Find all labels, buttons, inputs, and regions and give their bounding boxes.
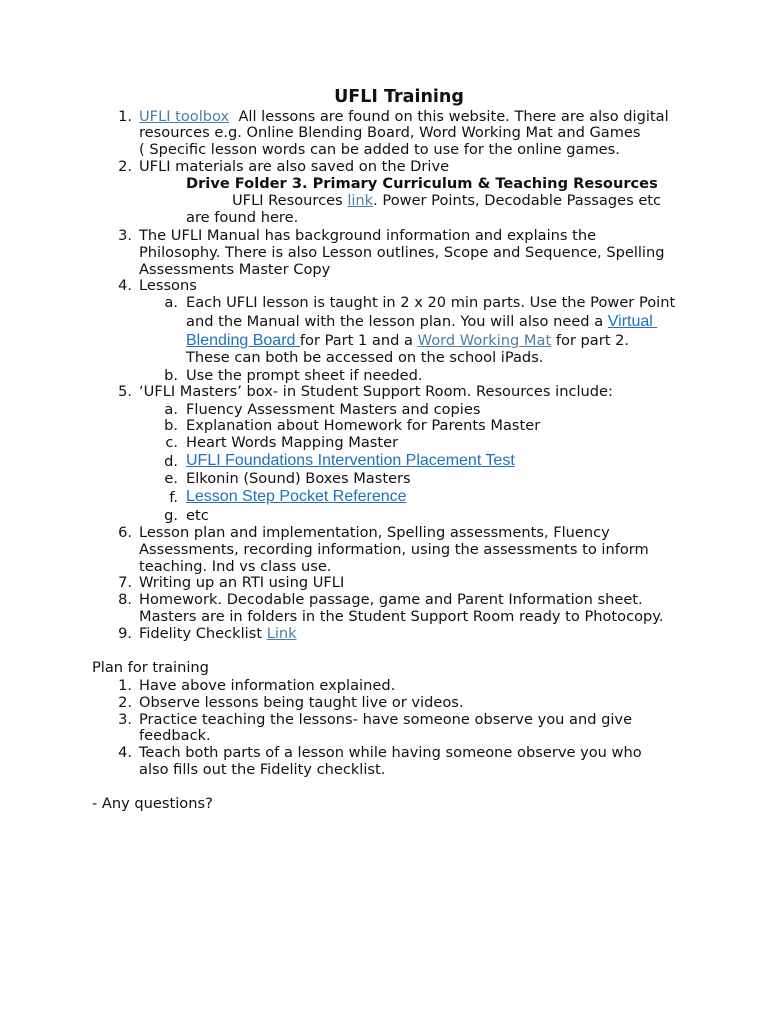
item-text: and the Manual with the lesson plan. You will also need a xyxy=(186,313,608,330)
sub-letter: g. xyxy=(164,507,178,524)
item-5g-text: etc xyxy=(186,507,209,524)
item-8-line-2: Masters are in folders in the Student Support Room ready to Photocopy. xyxy=(139,608,664,625)
item-3-line-1: The UFLI Manual has background information and explains the xyxy=(139,227,597,244)
item-number: 5. xyxy=(118,383,132,400)
item-number: 4. xyxy=(118,277,132,294)
sub-letter: e. xyxy=(164,470,178,487)
sub-letter: b. xyxy=(164,417,178,434)
sub-letter: a. xyxy=(164,294,178,311)
item-1-line-2: resources e.g. Online Blending Board, Word Working Mat and Games xyxy=(139,124,641,141)
fidelity-checklist-link[interactable]: Link xyxy=(266,625,297,642)
item-number: 6. xyxy=(118,524,132,541)
item-number: 2. xyxy=(118,158,132,175)
item-7-line-1: Writing up an RTI using UFLI xyxy=(139,574,345,591)
ufli-resources-link[interactable]: link xyxy=(347,192,374,209)
item-5c-text: Heart Words Mapping Master xyxy=(186,434,399,451)
drive-folder-label: Drive Folder 3. Primary Curriculum & Teaching Resources xyxy=(186,175,658,192)
sub-letter: c. xyxy=(165,434,178,451)
item-8-line-1: Homework. Decodable passage, game and Parent Information sheet. xyxy=(139,591,643,608)
plan-number: 2. xyxy=(118,694,132,711)
item-5a-text: Fluency Assessment Masters and copies xyxy=(186,401,481,418)
item-text: for Part 1 and a xyxy=(299,332,418,349)
item-5b-text: Explanation about Homework for Parents Master xyxy=(186,417,541,434)
item-4-line-1: Lessons xyxy=(139,277,197,294)
item-number: 9. xyxy=(118,625,132,642)
item-5e-text: Elkonin (Sound) Boxes Masters xyxy=(186,470,411,487)
item-number: 1. xyxy=(118,108,132,125)
word-working-mat-link[interactable]: Word Working Mat xyxy=(417,332,552,349)
plan-2-line-1: Observe lessons being taught live or videos. xyxy=(139,694,464,711)
item-2-resources-line xyxy=(232,192,661,209)
item-3-line-2: Philosophy. There is also Lesson outlines, Scope and Sequence, Spelling xyxy=(139,244,665,261)
plan-heading: Plan for training xyxy=(92,659,209,676)
item-6-line-2: Assessments, recording information, using the assessments to inform xyxy=(139,541,649,558)
item-1-line-1 xyxy=(139,108,669,125)
item-number: 8. xyxy=(118,591,132,608)
plan-number: 3. xyxy=(118,711,132,728)
placement-test-link[interactable]: UFLI Foundations Intervention Placement Test xyxy=(186,452,515,469)
item-text: . Power Points, Decodable Passages etc xyxy=(373,192,662,209)
sub-letter: f. xyxy=(169,489,178,506)
item-2-line-1: UFLI materials are also saved on the Drive xyxy=(139,158,450,175)
item-1-line-3: ( Specific lesson words can be added to use for the online games. xyxy=(139,141,620,158)
item-text: Fidelity Checklist xyxy=(139,625,267,642)
item-number: 7. xyxy=(118,574,132,591)
virtual-blending-board-link-cont[interactable]: Blending Board xyxy=(186,332,300,349)
item-text: UFLI Resources xyxy=(232,192,348,209)
item-5-line-1: ‘UFLI Masters’ box- in Student Support Room. Resources include: xyxy=(139,383,613,400)
sub-letter: b. xyxy=(164,367,178,384)
plan-4-line-2: also fills out the Fidelity checklist. xyxy=(139,761,386,778)
item-4a-line-4: These can both be accessed on the school iPads. xyxy=(186,349,544,366)
item-3-line-3: Assessments Master Copy xyxy=(139,261,331,278)
item-5f-line xyxy=(186,488,407,505)
item-number: 3. xyxy=(118,227,132,244)
plan-3-line-1: Practice teaching the lessons- have someone observe you and give xyxy=(139,711,633,728)
lesson-step-reference-link[interactable]: Lesson Step Pocket Reference xyxy=(186,488,407,505)
sub-letter: a. xyxy=(164,401,178,418)
document-title: UFLI Training xyxy=(334,87,464,107)
item-text: for part 2. xyxy=(551,332,630,349)
item-2-line-4: are found here. xyxy=(186,209,299,226)
plan-number: 4. xyxy=(118,744,132,761)
item-5d-line xyxy=(186,452,515,469)
item-6-line-3: teaching. Ind vs class use. xyxy=(139,558,332,575)
item-4a-line-2 xyxy=(186,313,657,330)
item-4a-line-3 xyxy=(186,332,629,349)
plan-number: 1. xyxy=(118,677,132,694)
ufli-toolbox-link[interactable]: UFLI toolbox xyxy=(139,108,230,125)
item-9-line-1 xyxy=(139,625,297,642)
plan-3-line-2: feedback. xyxy=(139,727,211,744)
item-4b-text: Use the prompt sheet if needed. xyxy=(186,367,423,384)
item-text: All lessons are found on this website. There are also digital xyxy=(229,108,669,125)
item-6-line-1: Lesson plan and implementation, Spelling assessments, Fluency xyxy=(139,524,610,541)
closing-text: - Any questions? xyxy=(92,795,213,812)
virtual-blending-board-link[interactable]: Virtual xyxy=(607,313,658,330)
sub-letter: d. xyxy=(164,453,178,470)
plan-1-line-1: Have above information explained. xyxy=(139,677,396,694)
plan-4-line-1: Teach both parts of a lesson while having someone observe you who xyxy=(139,744,642,761)
item-4a-line-1: Each UFLI lesson is taught in 2 x 20 min parts. Use the Power Point xyxy=(186,294,676,311)
